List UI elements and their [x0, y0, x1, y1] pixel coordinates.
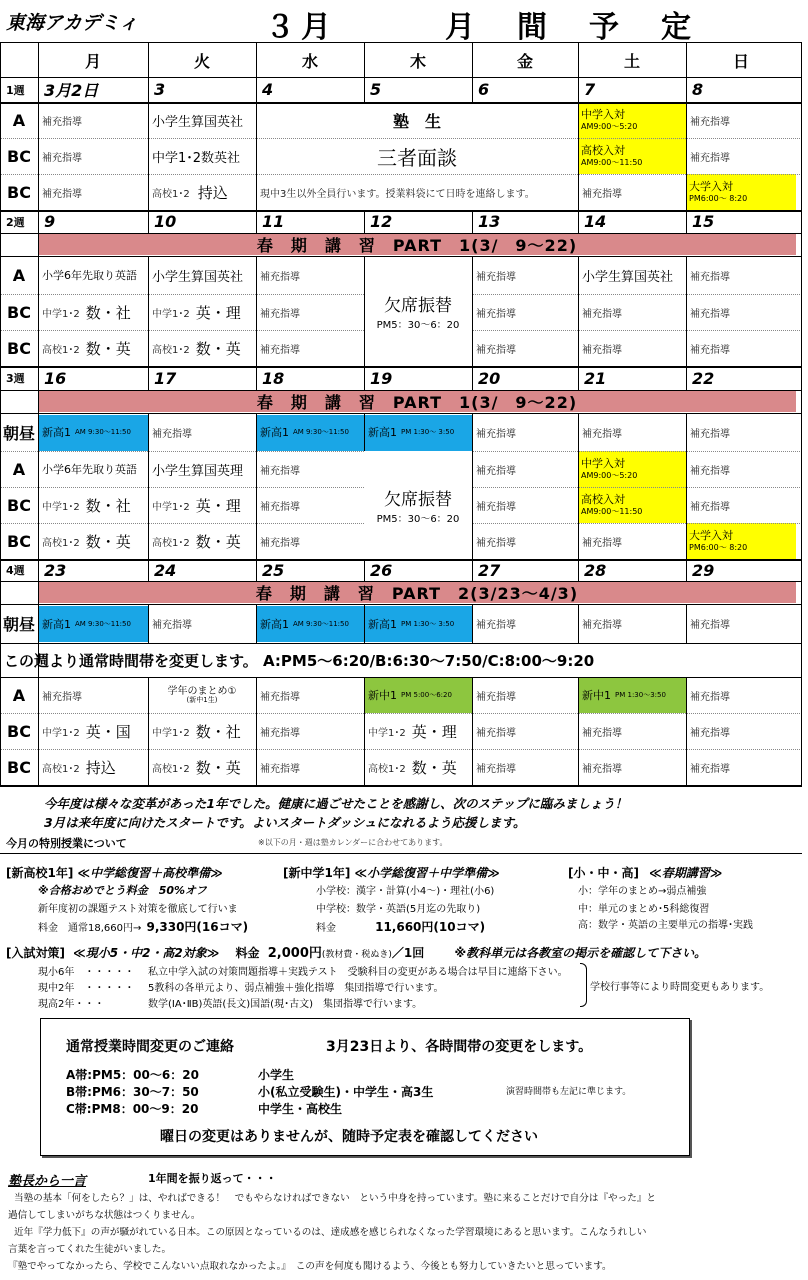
week4-label: 4週: [6, 564, 25, 577]
schedule-cell: [148, 523, 256, 559]
date-cell: 9: [44, 212, 56, 231]
cell-subject: 数・英: [195, 758, 241, 777]
schedule-cell: 補充指導: [260, 465, 300, 477]
cell-grade: 高校1･2: [152, 344, 190, 356]
cell-title: 新高1: [42, 617, 71, 631]
cell-time: AM 9:30〜11:50: [293, 619, 349, 628]
new-jhs1-junior: 中学校：数学・英語(5月迄の先取り): [316, 904, 481, 915]
principal-p2: 過信してしまいがちな状態はつくりません。: [8, 1210, 201, 1221]
cell-time: PM 1:30〜 3:50: [401, 428, 455, 436]
day-fri: 金: [516, 51, 533, 71]
cell-subject: 数・英: [411, 758, 457, 777]
schedule-cell-highlight: [364, 677, 472, 713]
schedule-cell: [364, 749, 472, 785]
cell-title: 欠席振替: [384, 296, 452, 316]
row-label-bc: BC: [7, 531, 31, 551]
cell-subject: 数・社: [85, 303, 131, 322]
schedule-cell: 小学生算国英社: [152, 269, 244, 285]
cell-title: 大学入対: [689, 180, 733, 194]
cell-subject: 数・英: [195, 339, 241, 358]
schedule-cell: [148, 677, 256, 713]
schedule-cell: [38, 330, 148, 366]
practice-time-note: 演習時間帯も左記に準じます。: [506, 1087, 632, 1097]
row-label-bc: BC: [7, 757, 31, 777]
cell-subject: 英・理: [411, 722, 457, 741]
schedule-cell: 補充指導: [260, 727, 300, 739]
date-cell: 3: [154, 80, 166, 99]
row-label-bc: BC: [7, 146, 31, 166]
schedule-cell: 中学1･2数英社: [152, 150, 241, 166]
cell-grade: 高校1･2: [152, 763, 190, 775]
schedule-cell: 補充指導: [476, 271, 516, 283]
cell-time: AM 9:30〜11:50: [75, 428, 131, 436]
cell-grade: 高校1･2: [152, 188, 190, 200]
new-hs1-heading: [新高校1年]: [6, 866, 74, 880]
schedule-cell: [38, 749, 148, 785]
schedule-cell: 小学6年先取り英語: [42, 269, 137, 282]
schedule-cell: 補充指導: [260, 271, 300, 283]
meeting-note: 現中3生以外全員行います。授業料袋にて日時を連絡します。: [260, 188, 535, 200]
schedule-cell: 補充指導: [476, 344, 516, 356]
cell-grade: 中学1･2: [152, 501, 190, 513]
week2-label: 2週: [6, 215, 25, 229]
cell-subject: 英・国: [85, 722, 131, 741]
date-cell: 16: [44, 368, 67, 388]
schedule-cell: 小学生算国英社: [582, 269, 674, 285]
schedule-cell: 補充指導: [260, 691, 300, 703]
cell-subject: 英・理: [195, 303, 241, 322]
exam-price-label: 料金: [235, 946, 260, 960]
cell-time: PM 5:00〜6:20: [401, 691, 452, 699]
three-party-meeting: 三者面談: [377, 145, 457, 170]
schedule-cell: [38, 523, 148, 559]
schedule-cell: [148, 294, 256, 330]
schedule-cell: 補充指導: [582, 537, 622, 549]
schedule-cell: 補充指導: [152, 620, 192, 631]
date-cell: 4: [262, 80, 274, 99]
band-b-time: B帯:PM6：30〜7：50: [66, 1085, 199, 1099]
cell-grade: 中学1･2: [368, 727, 406, 739]
cell-title: 新高1: [260, 617, 289, 631]
schedule-cell: 補充指導: [582, 344, 622, 356]
schedule-cell: [148, 713, 256, 749]
schedule-cell: 補充指導: [476, 465, 516, 477]
week1-label: 1週: [6, 83, 25, 97]
date-cell: 8: [692, 80, 704, 99]
exam-price: 2,000円: [267, 946, 322, 961]
schedule-cell: 補充指導: [690, 428, 730, 440]
schedule-cell: [148, 174, 256, 210]
schedule-cell: 補充指導: [690, 501, 730, 513]
date-cell: 10: [154, 212, 177, 231]
schedule-cell: 補充指導: [690, 152, 730, 164]
schedule-cell: 補充指導: [260, 537, 300, 549]
band-b-who: 小(私立受験生)・中学生・高3生: [258, 1085, 434, 1099]
week4-band: 春 期 講 習 PART 2(3/23〜4/3): [38, 581, 796, 603]
schedule-cell: [38, 487, 148, 523]
schedule-cell: 補充指導: [582, 308, 622, 320]
message-line-2: 3月は来年度に向けたスタートです。よいスタートダッシュになれるよう応援します。: [44, 815, 526, 830]
schedule-cell: 補充指導: [582, 763, 622, 775]
band-a-time: A帯:PM5：00〜6：20: [66, 1068, 199, 1082]
spring-heading: [小・中・高]: [568, 866, 639, 880]
cell-subject: 英・理: [195, 496, 241, 515]
schedule-cell: 補充指導: [582, 428, 622, 440]
schedule-cell-highlight: [578, 102, 686, 138]
schedule-cell: 補充指導: [582, 188, 622, 200]
cell-subject: 数・英: [85, 339, 131, 358]
week3-label: 3週: [6, 372, 25, 385]
date-cell: 26: [370, 560, 393, 580]
cell-grade: 中学1･2: [152, 727, 190, 739]
day-sat: 土: [623, 51, 640, 71]
date-cell: 15: [692, 212, 715, 231]
cell-time: AM9:00〜11:50: [581, 506, 643, 516]
cell-title: 中学入対: [581, 108, 625, 122]
week2-band: 春 期 講 習 PART 1(3/ 9〜22): [38, 233, 796, 255]
schedule-cell: 補充指導: [260, 763, 300, 775]
row-label-bc: BC: [7, 302, 31, 322]
cell-time: AM9:00〜11:50: [581, 157, 643, 167]
exam-side-note: 学校行事等により時間変更もあります。: [590, 982, 770, 993]
schedule-cell-highlight: [38, 604, 148, 643]
cell-grade: 高校1･2: [42, 763, 80, 775]
exam-row-2-grade: 現中2年 ・・・・・: [38, 983, 135, 994]
exam-row-1-desc: 私立中学入試の対策問題指導＋実践テスト 受験科目の変更がある場合は早目に連絡下さい。: [148, 967, 568, 978]
exam-price-unit: ／1回: [391, 946, 425, 960]
cell-title: 新中1: [582, 689, 611, 702]
cell-sub: (新中1生): [186, 695, 218, 704]
schedule-cell: 補充指導: [690, 727, 730, 739]
schedule-cell: 補充指導: [152, 428, 192, 440]
new-jhs1-heading: [新中学1年]: [283, 866, 351, 880]
schedule-cell: 補充指導: [42, 188, 82, 200]
row-label-a: A: [12, 110, 26, 130]
schedule-cell: 補充指導: [582, 727, 622, 739]
schedule-cell-highlight: [256, 604, 364, 643]
date-cell: 7: [584, 80, 596, 99]
cell-subject: 数・英: [195, 532, 241, 551]
cell-title: 中学入対: [581, 457, 625, 471]
cell-time: PM5：30〜6：20: [376, 320, 460, 331]
exam-heading: [入試対策]: [6, 946, 65, 960]
date-cell: 17: [154, 368, 177, 388]
cell-title: 高校入対: [581, 493, 625, 507]
exam-row-3-grade: 現高2年・・・: [38, 999, 105, 1010]
absence-makeup-cell: [364, 451, 472, 559]
date-cell: 6: [478, 80, 490, 99]
exam-row-1-grade: 現小6年 ・・・・・: [38, 967, 135, 978]
new-jhs1-price-label: 料金: [316, 923, 336, 934]
row-label-bc: BC: [7, 721, 31, 741]
new-hs1-discount: ※合格おめでとう料金 50%オフ: [38, 884, 207, 897]
band-c-who: 中学生・高校生: [258, 1102, 343, 1116]
cell-time: AM 9:30〜11:50: [293, 428, 349, 436]
cell-time: AM9:00〜5:20: [581, 121, 638, 131]
principal-p1: 当塾の基本「何をしたら？」は、やればできる！ でもやらなければできない という中身を持っています。塾に来ることだけで自分は『やった』と: [14, 1193, 657, 1204]
exam-note: ※教科単元は各教室の掲示を確認して下さい。: [454, 946, 707, 960]
schedule-cell: [364, 713, 472, 749]
exam-row-3-desc: 数学(ⅠA･ⅡB)英語(長文)国語(現･古文) 集団指導で行います。: [148, 999, 423, 1010]
date-cell: 14: [584, 212, 607, 231]
schedule-cell-highlight: [578, 138, 686, 174]
cell-subject: 数・社: [85, 496, 131, 515]
juku-sei-merged: 塾 生: [392, 111, 441, 131]
exam-sub: ≪現小5・中2・高2対象≫: [73, 946, 220, 960]
schedule-cell: 補充指導: [42, 152, 82, 164]
schedule-cell: 補充指導: [476, 727, 516, 739]
schedule-cell: 補充指導: [690, 763, 730, 775]
schedule-cell-highlight: [364, 413, 472, 451]
cell-subject: 持込: [85, 758, 116, 777]
cell-grade: 中学1･2: [42, 727, 80, 739]
cell-time: AM9:00〜5:20: [581, 470, 638, 480]
schedule-change-title: 通常授業時間変更のご連絡: [66, 1039, 234, 1055]
schedule-cell: 補充指導: [690, 691, 730, 703]
row-label-bc: BC: [7, 495, 31, 515]
special-title: 今月の特別授業について: [6, 837, 127, 850]
cell-time: PM 1:30〜 3:50: [401, 619, 455, 628]
cell-grade: 高校1･2: [42, 344, 80, 356]
schedule-cell: 補充指導: [690, 308, 730, 320]
date-cell: 27: [478, 560, 501, 580]
message-line-1: 今年度は様々な変革があった1年でした。健康に過ごせたことを感謝し、次のステップに臨みましょう！: [44, 796, 628, 811]
schedule-cell: 補充指導: [476, 763, 516, 775]
row-label-a: A: [12, 459, 26, 479]
new-hs1-price: 9,330円(16コマ): [146, 920, 249, 934]
cell-title: 新高1: [260, 426, 289, 439]
cell-grade: 中学1･2: [42, 501, 80, 513]
absence-makeup-cell: [364, 256, 472, 366]
cell-time: PM 1:30〜3:50: [615, 691, 666, 699]
schedule-cell: 補充指導: [42, 116, 82, 128]
schedule-cell: 補充指導: [260, 344, 300, 356]
date-cell: 22: [692, 368, 715, 388]
schedule-cell: 小学6年先取り英語: [42, 463, 137, 476]
row-label-morning: 朝昼: [2, 423, 35, 443]
row-label-bc: BC: [7, 338, 31, 358]
cell-title: 大学入対: [689, 529, 733, 543]
schedule-cell: 補充指導: [476, 501, 516, 513]
schedule-cell: 小学生算国英社: [152, 114, 244, 130]
date-cell: 3月2日: [44, 81, 99, 100]
schedule-cell: 補充指導: [42, 691, 82, 703]
date-cell: 29: [692, 560, 715, 580]
schedule-change-footer: 曜日の変更はありませんが、随時予定表を確認してください: [160, 1129, 538, 1145]
schedule-cell: 補充指導: [690, 344, 730, 356]
new-hs1-desc: 新年度初の課題テスト対策を徹底して行いま: [38, 904, 238, 915]
new-jhs1-price: 11,660円(10コマ): [375, 920, 486, 934]
cell-title: 新高1: [368, 617, 397, 631]
schedule-cell: 小学生算国英理: [152, 463, 244, 479]
week3-band: 春 期 講 習 PART 1(3/ 9〜22): [38, 390, 796, 412]
cell-grade: 高校1･2: [42, 537, 80, 549]
date-cell: 20: [478, 368, 501, 388]
new-jhs1-elementary: 小学校：漢字・計算(小4〜)・理社(小6): [316, 886, 495, 897]
row-label-a: A: [12, 265, 26, 285]
cell-title: 新高1: [42, 426, 71, 439]
cell-time: PM6:00〜 8:20: [689, 542, 748, 552]
schedule-cell: [148, 749, 256, 785]
date-cell: 11: [262, 212, 285, 231]
date-cell: 28: [584, 560, 607, 580]
exam-price-note: (教材費・税ぬき): [321, 950, 392, 960]
schedule-cell-highlight: [686, 523, 796, 559]
cell-title: 学年のまとめ①: [167, 685, 237, 697]
date-cell: 5: [370, 80, 382, 99]
day-wed: 水: [301, 51, 318, 71]
day-tue: 火: [193, 51, 210, 71]
row-label-a: A: [12, 685, 26, 705]
date-cell: 23: [44, 560, 67, 580]
time-change-notice: この週より通常時間帯を変更します。 A:PM5〜6:20/B:6:30〜7:50/C:8:00〜9:20: [4, 651, 595, 670]
day-thu: 木: [409, 51, 426, 71]
cell-subject: 持込: [197, 183, 228, 202]
cell-time: PM5：30〜6：20: [376, 514, 460, 525]
brand-name: 東海アカデミィ: [6, 12, 139, 34]
schedule-cell: [38, 713, 148, 749]
spring-junior: 中：単元のまとめ･5科総復習: [578, 904, 710, 915]
schedule-cell: 補充指導: [476, 620, 516, 631]
schedule-change-subtitle: 3月23日より、各時間帯の変更をします。: [326, 1039, 593, 1055]
principal-p4: 言葉を言ってくれた生徒がいました。: [8, 1244, 172, 1255]
cell-title: 新中1: [368, 689, 397, 702]
day-sun: 日: [732, 51, 749, 71]
date-cell: 12: [370, 212, 393, 231]
spring-elementary: 小：学年のまとめ→弱点補強: [578, 886, 707, 897]
date-cell: 25: [262, 560, 285, 580]
cell-grade: 高校1･2: [152, 537, 190, 549]
spring-high: 高：数学・英語の主要単元の指導･実践: [578, 920, 753, 931]
schedule-cell: 補充指導: [476, 428, 516, 440]
schedule-cell: 補充指導: [690, 465, 730, 477]
cell-title: 高校入対: [581, 144, 625, 158]
date-cell: 19: [370, 368, 393, 388]
schedule-cell: 補充指導: [476, 537, 516, 549]
cell-grade: 高校1･2: [368, 763, 406, 775]
principal-title: 塾長から一言: [8, 1174, 87, 1189]
date-cell: 21: [584, 368, 607, 388]
schedule-cell: [148, 487, 256, 523]
cell-title: 欠席振替: [384, 490, 452, 510]
schedule-cell: 補充指導: [582, 620, 622, 631]
principal-p3: 近年『学力低下』の声が騒がれている日本。この原因となっているのは、達成感を感じられなくなった学習環境にあると思います。こんなうれしい: [14, 1227, 647, 1238]
schedule-cell: 補充指導: [690, 116, 730, 128]
cell-time: AM 9:30〜11:50: [75, 619, 131, 628]
date-cell: 18: [262, 368, 285, 388]
schedule-cell-highlight: [686, 174, 796, 210]
schedule-cell: 補充指導: [476, 691, 516, 703]
schedule-cell: 補充指導: [260, 308, 300, 320]
schedule-cell: 補充指導: [476, 308, 516, 320]
new-jhs1-sub: ≪小学総復習＋中学準備≫: [354, 866, 500, 880]
schedule-cell-highlight: [364, 604, 472, 643]
row-label-bc: BC: [7, 182, 31, 202]
principal-p5: 『塾でやってなかったら、学校でこんないい点取れなかったよ。』 この声を何度も聞けるよう、今後とも努力していきたいと思っています。: [8, 1261, 612, 1272]
spring-sub: ≪春期講習≫: [649, 866, 723, 880]
band-c-time: C帯:PM8：00〜9：20: [66, 1102, 199, 1116]
date-cell: 13: [478, 212, 501, 231]
cell-subject: 数・英: [85, 532, 131, 551]
cell-grade: 中学1･2: [152, 308, 190, 320]
schedule-cell: 補充指導: [260, 501, 300, 513]
principal-message: [8, 1190, 800, 1275]
schedule-cell-highlight: [578, 451, 686, 487]
schedule-cell: [148, 330, 256, 366]
page-title: ３月 月 間 予 定: [265, 10, 697, 45]
date-cell: 24: [154, 560, 177, 580]
cell-grade: 中学1･2: [42, 308, 80, 320]
schedule-cell-highlight: [38, 413, 148, 451]
cell-time: PM6:00〜 8:20: [689, 193, 748, 203]
schedule-cell-highlight: [578, 677, 686, 713]
row-label-morning: 朝昼: [2, 615, 35, 634]
day-mon: 月: [84, 51, 101, 71]
new-hs1-sub: ≪中学総復習＋高校準備≫: [77, 866, 223, 880]
exam-row-2-desc: 5教科の各単元より、弱点補強＋強化指導 集団指導で行います。: [148, 983, 444, 994]
new-hs1-price-label: 料金 通常18,660円→: [38, 923, 142, 934]
schedule-cell-highlight: [256, 413, 364, 451]
cell-subject: 数・社: [195, 722, 241, 741]
schedule-cell: 補充指導: [690, 620, 730, 631]
schedule-cell: [38, 294, 148, 330]
schedule-cell-highlight: [578, 487, 686, 523]
principal-subtitle: 1年間を振り返って・・・: [148, 1172, 277, 1185]
special-note: ※以下の月・週は塾カレンダーに合わせてあります。: [258, 838, 448, 847]
band-a-who: 小学生: [258, 1068, 295, 1082]
schedule-cell: 補充指導: [690, 271, 730, 283]
cell-title: 新高1: [368, 426, 397, 439]
